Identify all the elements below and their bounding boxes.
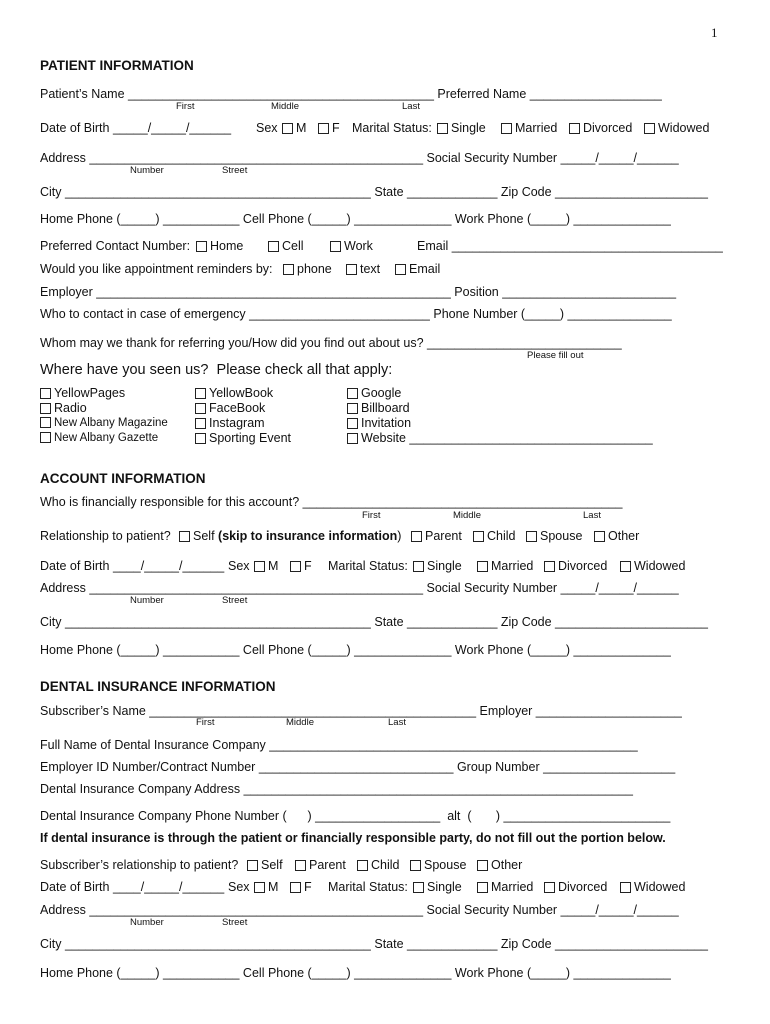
checkbox-icon[interactable] bbox=[594, 531, 605, 542]
checkbox-icon[interactable] bbox=[357, 860, 368, 871]
account-relationship-label: Relationship to patient? bbox=[40, 529, 171, 543]
subscriber-sex-m-option[interactable]: M bbox=[254, 881, 278, 894]
checkbox-icon[interactable] bbox=[473, 531, 484, 542]
patient-marital-widowed-option[interactable]: Widowed bbox=[644, 122, 709, 135]
checkbox-icon[interactable] bbox=[254, 561, 265, 572]
subscriber-address-number-caption: Number bbox=[130, 917, 164, 928]
account-city-state-zip-field[interactable]: City ____________________________________________ State _____________ Zip Code ______________________ bbox=[40, 615, 708, 629]
checkbox-icon[interactable] bbox=[437, 123, 448, 134]
checkbox-icon[interactable] bbox=[295, 860, 306, 871]
checkbox-icon[interactable] bbox=[620, 882, 631, 893]
account-sex-label: Sex bbox=[228, 559, 250, 573]
checkbox-icon[interactable] bbox=[179, 531, 190, 542]
patient-marital-married-option[interactable]: Married bbox=[501, 122, 557, 135]
seen-option-website[interactable]: Website ___________________________________ bbox=[347, 432, 653, 445]
checkbox-icon[interactable] bbox=[40, 432, 51, 443]
checkbox-icon[interactable] bbox=[347, 418, 358, 429]
subscriber-rel-parent-option[interactable]: Parent bbox=[295, 859, 346, 872]
subscriber-dob-field[interactable]: Date of Birth ____/_____/______ bbox=[40, 880, 225, 894]
account-sex-m-option[interactable]: M bbox=[254, 560, 278, 573]
checkbox-icon[interactable] bbox=[395, 264, 406, 275]
employer-position-field[interactable]: Employer ___________________________________________________ Position _________________________ bbox=[40, 285, 677, 299]
checkbox-icon[interactable] bbox=[195, 388, 206, 399]
subscriber-address-field[interactable]: Address ________________________________________________ Social Security Number _____/_____/______ bbox=[40, 903, 679, 917]
subscriber-relationship-label: Subscriber’s relationship to patient? bbox=[40, 858, 239, 872]
checkbox-icon[interactable] bbox=[410, 860, 421, 871]
patient-sex-f-option[interactable]: F bbox=[318, 122, 340, 135]
checkbox-icon[interactable] bbox=[290, 882, 301, 893]
checkbox-icon[interactable] bbox=[501, 123, 512, 134]
account-rel-parent-option[interactable]: Parent bbox=[411, 530, 462, 543]
subscriber-sex-label: Sex bbox=[228, 880, 250, 894]
seen-option[interactable]: FaceBook bbox=[195, 402, 265, 415]
patient-marital-label: Marital Status: bbox=[352, 121, 432, 135]
patient-marital-single-option[interactable]: Single bbox=[437, 122, 486, 135]
reminder-text-option[interactable]: text bbox=[346, 263, 380, 276]
checkbox-icon[interactable] bbox=[318, 123, 329, 134]
account-marital-single-option[interactable]: Single bbox=[413, 560, 462, 573]
subscriber-marital-married-option[interactable]: Married bbox=[477, 881, 533, 894]
checkbox-icon[interactable] bbox=[196, 241, 207, 252]
subscriber-rel-self-option[interactable]: Self bbox=[247, 859, 283, 872]
account-rel-self-option[interactable]: Self (skip to insurance information) bbox=[179, 530, 401, 543]
seen-option[interactable]: Radio bbox=[40, 402, 87, 415]
checkbox-icon[interactable] bbox=[195, 418, 206, 429]
patient-sex-m-option[interactable]: M bbox=[282, 122, 306, 135]
account-phones-field[interactable]: Home Phone (_____) ___________ Cell Phone (_____) ______________ Work Phone (_____) ______________ bbox=[40, 643, 671, 657]
subscriber-name-field[interactable]: Subscriber’s Name _______________________________________________ Employer _____________________ bbox=[40, 704, 682, 718]
checkbox-icon[interactable] bbox=[40, 417, 51, 428]
subscriber-last-caption: Last bbox=[388, 717, 406, 728]
checkbox-icon[interactable] bbox=[477, 882, 488, 893]
responsible-party-field[interactable]: Who is financially responsible for this account? ______________________________________________ bbox=[40, 495, 623, 509]
checkbox-icon[interactable] bbox=[413, 882, 424, 893]
checkbox-icon[interactable] bbox=[413, 561, 424, 572]
checkbox-icon[interactable] bbox=[282, 123, 293, 134]
responsible-middle-caption: Middle bbox=[453, 510, 481, 521]
checkbox-icon[interactable] bbox=[347, 433, 358, 444]
seen-option[interactable]: Instagram bbox=[195, 417, 265, 430]
checkbox-icon[interactable] bbox=[195, 433, 206, 444]
account-marital-label: Marital Status: bbox=[328, 559, 408, 573]
seen-option[interactable]: YellowPages bbox=[40, 387, 125, 400]
referral-field[interactable]: Whom may we thank for referring you/How did you find out about us? ____________________________ bbox=[40, 336, 622, 350]
patient-middle-caption: Middle bbox=[271, 101, 299, 112]
insurance-company-phone-field[interactable]: Dental Insurance Company Phone Number ( ) __________________ alt ( ) ________________________ bbox=[40, 809, 671, 823]
checkbox-icon[interactable] bbox=[40, 388, 51, 399]
reminders-label: Would you like appointment reminders by: bbox=[40, 262, 273, 276]
patient-address-street-caption: Street bbox=[222, 165, 248, 176]
checkbox-icon[interactable] bbox=[247, 860, 258, 871]
account-address-field[interactable]: Address ________________________________________________ Social Security Number _____/_____/______ bbox=[40, 581, 679, 595]
account-address-number-caption: Number bbox=[130, 595, 164, 606]
checkbox-icon[interactable] bbox=[283, 264, 294, 275]
patient-phones-field[interactable]: Home Phone (_____) ___________ Cell Phone (_____) ______________ Work Phone (_____) ______________ bbox=[40, 212, 671, 226]
seen-option[interactable]: New Albany Gazette bbox=[40, 432, 158, 445]
checkbox-icon[interactable] bbox=[477, 561, 488, 572]
account-sex-f-option[interactable]: F bbox=[290, 560, 312, 573]
seen-option[interactable]: Sporting Event bbox=[195, 432, 291, 445]
contact-cell-option[interactable]: Cell bbox=[268, 240, 304, 253]
contact-email-field[interactable]: Email _______________________________________ bbox=[417, 239, 723, 253]
patient-name-field[interactable]: Patient’s Name ____________________________________________ Preferred Name ___________________ bbox=[40, 87, 662, 101]
patient-marital-divorced-option[interactable]: Divorced bbox=[569, 122, 632, 135]
subscriber-marital-divorced-option[interactable]: Divorced bbox=[544, 881, 607, 894]
patient-last-caption: Last bbox=[402, 101, 420, 112]
checkbox-icon[interactable] bbox=[544, 882, 555, 893]
reminder-phone-option[interactable]: phone bbox=[283, 263, 332, 276]
checkbox-icon[interactable] bbox=[544, 561, 555, 572]
insurance-company-name-field[interactable]: Full Name of Dental Insurance Company _____________________________________________________ bbox=[40, 738, 638, 752]
account-information-heading: ACCOUNT INFORMATION bbox=[40, 471, 206, 486]
subscriber-rel-other-option[interactable]: Other bbox=[477, 859, 522, 872]
checkbox-icon[interactable] bbox=[195, 403, 206, 414]
account-dob-field[interactable]: Date of Birth ____/_____/______ bbox=[40, 559, 225, 573]
patient-address-field[interactable]: Address ________________________________________________ Social Security Number _____/_____/______ bbox=[40, 151, 679, 165]
patient-first-caption: First bbox=[176, 101, 195, 112]
checkbox-icon[interactable] bbox=[620, 561, 631, 572]
account-address-street-caption: Street bbox=[222, 595, 248, 606]
employer-id-group-field[interactable]: Employer ID Number/Contract Number ____________________________ Group Number ___________________ bbox=[40, 760, 676, 774]
checkbox-icon[interactable] bbox=[347, 403, 358, 414]
seen-option[interactable]: Google bbox=[347, 387, 401, 400]
subscriber-marital-single-option[interactable]: Single bbox=[413, 881, 462, 894]
checkbox-icon[interactable] bbox=[254, 882, 265, 893]
checkbox-icon[interactable] bbox=[268, 241, 279, 252]
insurance-notice: If dental insurance is through the patient or financially responsible party, do not fill out the portion below. bbox=[40, 831, 666, 845]
preferred-contact-label: Preferred Contact Number: bbox=[40, 239, 191, 253]
seen-option[interactable]: Invitation bbox=[347, 417, 411, 430]
subscriber-address-street-caption: Street bbox=[222, 917, 248, 928]
checkbox-icon[interactable] bbox=[477, 860, 488, 871]
responsible-first-caption: First bbox=[362, 510, 381, 521]
dental-insurance-heading: DENTAL INSURANCE INFORMATION bbox=[40, 679, 276, 694]
account-marital-married-option[interactable]: Married bbox=[477, 560, 533, 573]
subscriber-marital-label: Marital Status: bbox=[328, 880, 408, 894]
seen-us-heading: Where have you seen us? Please check all that apply: bbox=[40, 362, 393, 378]
skip-note: (skip to insurance information bbox=[218, 529, 398, 543]
seen-option[interactable]: New Albany Magazine bbox=[40, 417, 168, 430]
insurance-company-address-field[interactable]: Dental Insurance Company Address ________________________________________________________ bbox=[40, 782, 633, 796]
checkbox-icon[interactable] bbox=[290, 561, 301, 572]
checkbox-icon[interactable] bbox=[569, 123, 580, 134]
seen-option[interactable]: Billboard bbox=[347, 402, 410, 415]
subscriber-city-state-zip-field[interactable]: City ____________________________________________ State _____________ Zip Code ______________________ bbox=[40, 937, 708, 951]
contact-work-option[interactable]: Work bbox=[330, 240, 373, 253]
seen-option[interactable]: YellowBook bbox=[195, 387, 273, 400]
checkbox-icon[interactable] bbox=[40, 403, 51, 414]
responsible-last-caption: Last bbox=[583, 510, 601, 521]
contact-home-option[interactable]: Home bbox=[196, 240, 243, 253]
subscriber-phones-field[interactable]: Home Phone (_____) ___________ Cell Phone (_____) ______________ Work Phone (_____) ______________ bbox=[40, 966, 671, 980]
checkbox-icon[interactable] bbox=[346, 264, 357, 275]
please-fill-caption: Please fill out bbox=[527, 350, 584, 361]
patient-address-number-caption: Number bbox=[130, 165, 164, 176]
account-marital-divorced-option[interactable]: Divorced bbox=[544, 560, 607, 573]
page-number: 1 bbox=[711, 25, 718, 40]
reminder-email-option[interactable]: Email bbox=[395, 263, 440, 276]
patient-dob-field[interactable]: Date of Birth _____/_____/______ bbox=[40, 121, 232, 135]
account-rel-other-option[interactable]: Other bbox=[594, 530, 639, 543]
subscriber-rel-spouse-option[interactable]: Spouse bbox=[410, 859, 466, 872]
subscriber-first-caption: First bbox=[196, 717, 215, 728]
checkbox-icon[interactable] bbox=[644, 123, 655, 134]
emergency-contact-field[interactable]: Who to contact in case of emergency __________________________ Phone Number (_____) _______________ bbox=[40, 307, 672, 321]
subscriber-rel-child-option[interactable]: Child bbox=[357, 859, 400, 872]
subscriber-sex-f-option[interactable]: F bbox=[290, 881, 312, 894]
checkbox-icon[interactable] bbox=[411, 531, 422, 542]
patient-sex-label: Sex bbox=[256, 121, 278, 135]
checkbox-icon[interactable] bbox=[347, 388, 358, 399]
patient-city-state-zip-field[interactable]: City ____________________________________________ State _____________ Zip Code ______________________ bbox=[40, 185, 708, 199]
subscriber-marital-widowed-option[interactable]: Widowed bbox=[620, 881, 685, 894]
checkbox-icon[interactable] bbox=[330, 241, 341, 252]
account-marital-widowed-option[interactable]: Widowed bbox=[620, 560, 685, 573]
account-rel-spouse-option[interactable]: Spouse bbox=[526, 530, 582, 543]
patient-information-heading: PATIENT INFORMATION bbox=[40, 58, 194, 73]
account-rel-child-option[interactable]: Child bbox=[473, 530, 516, 543]
subscriber-middle-caption: Middle bbox=[286, 717, 314, 728]
checkbox-icon[interactable] bbox=[526, 531, 537, 542]
